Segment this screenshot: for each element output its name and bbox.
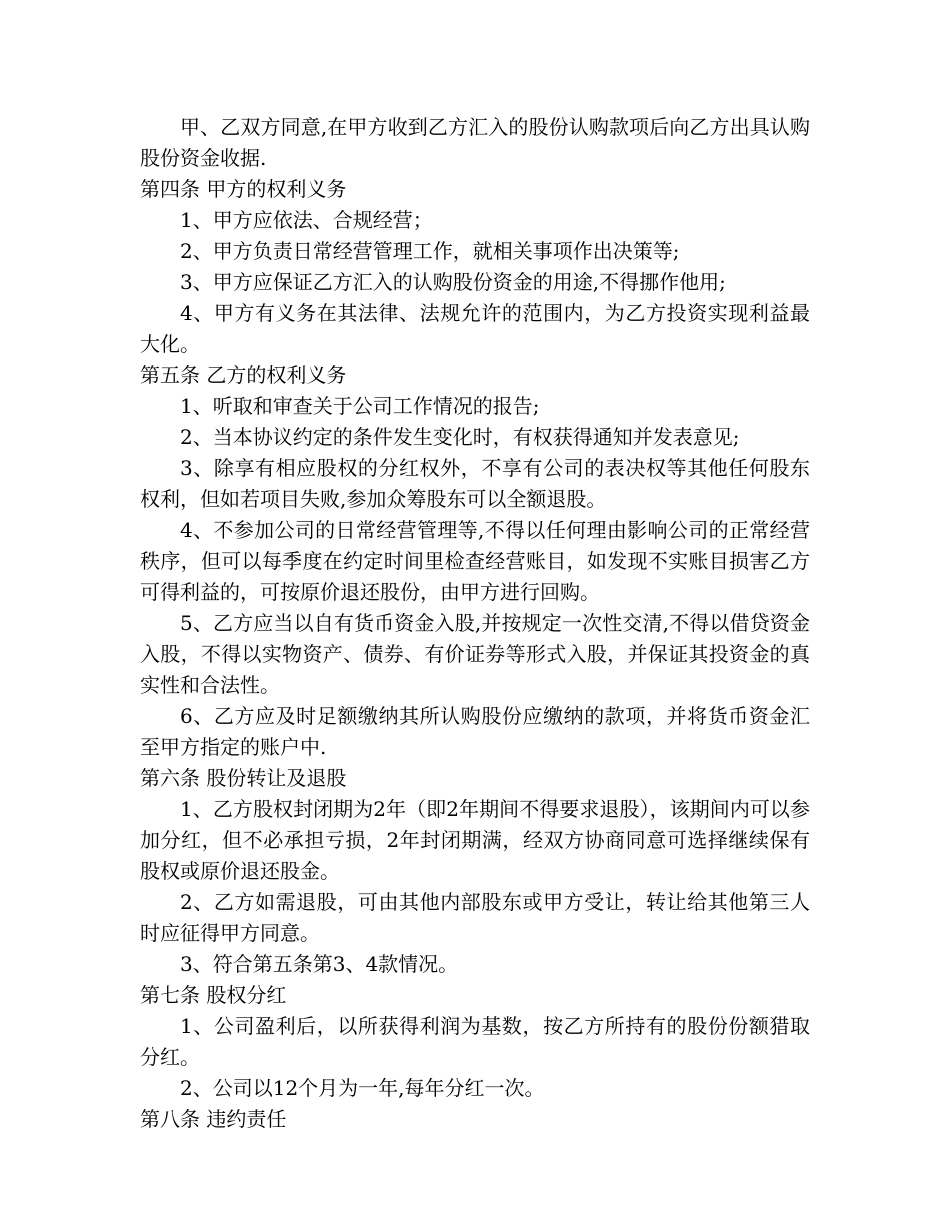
article-5-clause-1: 1、听取和审查关于公司工作情况的报告; [180,394,540,418]
article-4-clause-4: 4、甲方有义务在其法律、法规允许的范围内，为乙方投资实现利益最大化。 [140,301,810,356]
article-4-clause-3: 3、甲方应保证乙方汇入的认购股份资金的用途,不得挪作他用; [180,270,726,294]
article-6-clause-3: 3、符合第五条第3、4款情况。 [180,952,459,976]
article-5-clause-6: 6、乙方应及时足额缴纳其所认购股份应缴纳的款项，并将货币资金汇至甲方指定的账户中. [140,704,810,759]
article-6-clause-1: 1、乙方股权封闭期为2年（即2年期间不得要求退股），该期间内可以参加分红，但不必承担亏损，2年封闭期满，经双方协商同意可选择继续保有股权或原价退还股金。 [140,797,810,883]
heading-article-5: 第五条 乙方的权利义务 [140,363,347,387]
heading-article-4: 第四条 甲方的权利义务 [140,177,347,201]
article-5-clause-4: 4、不参加公司的日常经营管理等,不得以任何理由影响公司的正常经营秩序，但可以每季度在约定时间里检查经营账目，如发现不实账目损害乙方可得利益的，可按原价退还股份，由甲方进行回购。 [140,518,810,604]
heading-article-6: 第六条 股份转让及退股 [140,766,347,790]
article-4-clause-1: 1、甲方应依法、合规经营； [180,208,433,232]
article-4-clause-2: 2、甲方负责日常经营管理工作，就相关事项作出决策等; [180,239,680,263]
article-5-clause-2: 2、当本协议约定的条件发生变化时，有权获得通知并发表意见; [180,425,740,449]
article-5-clause-5: 5、乙方应当以自有货币资金入股,并按规定一次性交清,不得以借贷资金入股，不得以实物资产、债券、有价证券等形式入股，并保证其投资金的真实性和合法性。 [140,611,810,697]
article-7-clause-1: 1、公司盈利后，以所获得利润为基数，按乙方所持有的股份份额猎取分红。 [140,1014,810,1069]
article-7-clause-2: 2、公司以12个月为一年,每年分红一次。 [180,1076,545,1100]
paragraph-receipt: 甲、乙双方同意,在甲方收到乙方汇入的股份认购款项后向乙方出具认购股份资金收据. [140,115,810,170]
heading-article-8: 第八条 违约责任 [140,1107,287,1131]
article-5-clause-3: 3、除享有相应股权的分红权外，不享有公司的表决权等其他任何股东权利，但如若项目失败,参加众筹股东可以全额退股。 [140,456,810,511]
article-6-clause-2: 2、乙方如需退股，可由其他内部股东或甲方受让，转让给其他第三人时应征得甲方同意。 [140,890,810,945]
heading-article-7: 第七条 股权分红 [140,983,287,1007]
document-body [140,112,810,1135]
